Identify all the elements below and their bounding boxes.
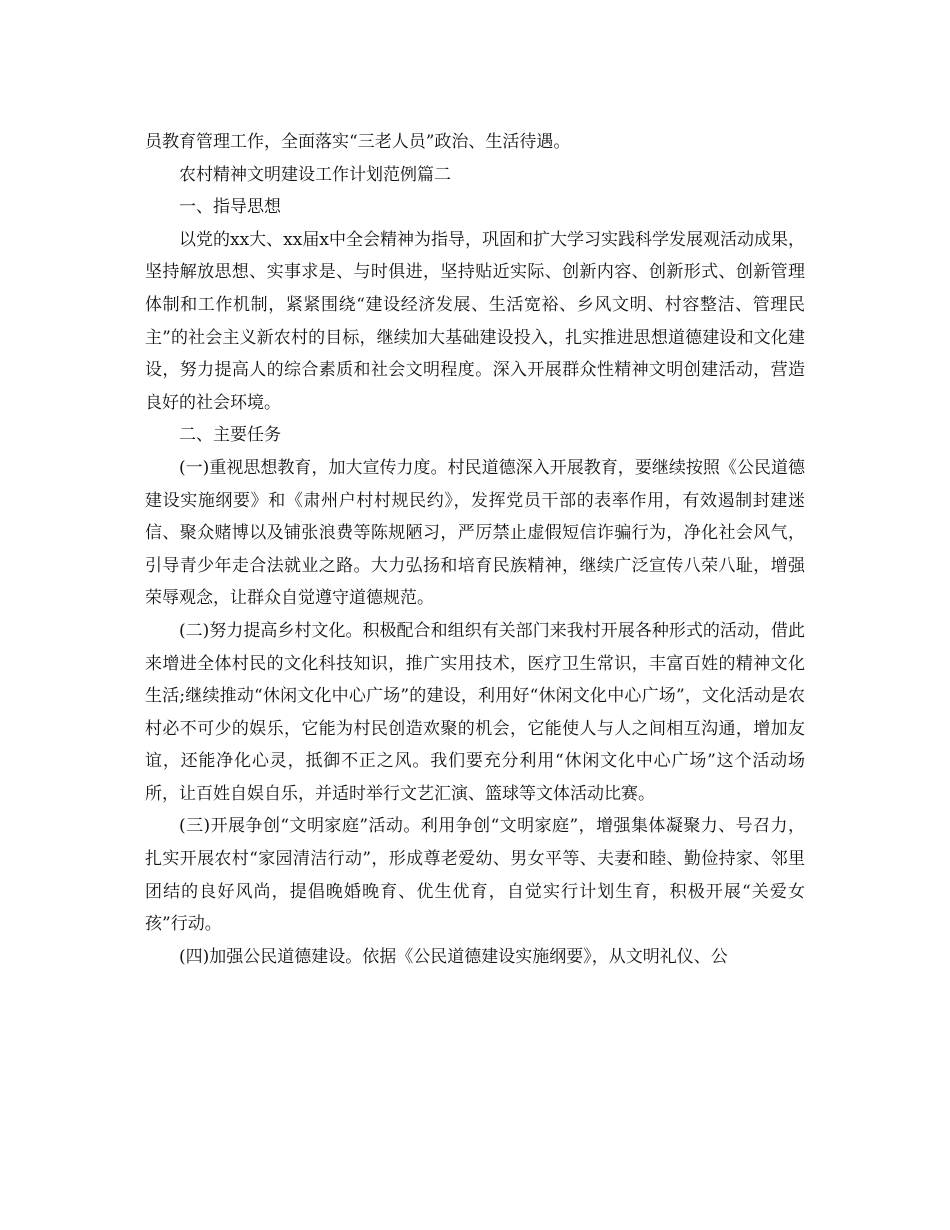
paragraph-task-2: (二)努力提高乡村文化。积极配合和组织有关部门来我村开展各种形式的活动，借此来增进全体村民的文化科技知识，推广实用技术，医疗卫生常识，丰富百姓的精神文化生活;继续推动“休闲文化中心广场”的建设，利用好“休闲文化中心广场”，文化活动是农村必不可少的娱乐，它能为村民创造欢聚的机会，它能使人与人之间相互沟通，增加友谊，还能净化心灵，抵御不正之风。我们要充分利用“休闲文化中心广场”这个活动场所，让百姓自娱自乐，并适时举行文艺汇演、篮球等文体活动比赛。 xyxy=(145,620,805,804)
paragraph-task-3: (三)开展争创“文明家庭”活动。利用争创“文明家庭”，增强集体凝聚力、号召力，扎实开展农村“家园清洁行动”，形成尊老爱幼、男女平等、夫妻和睦、勤俭持家、邻里团结的良好风尚，提倡晚婚晚育、优生优育，自觉实行计划生育，积极开展“关爱女孩”行动。 xyxy=(145,816,805,935)
document-body xyxy=(145,126,805,973)
heading-guiding-ideology: 一、指导思想 xyxy=(179,197,281,218)
paragraph-continuation: 员教育管理工作，全面落实“三老人员”政治、生活待遇。 xyxy=(145,132,571,152)
paragraph-guiding-ideology: 以党的xx大、xx届x中全会精神为指导，巩固和扩大学习实践科学发展观活动成果，坚持解放思想、实事求是、与时俱进，坚持贴近实际、创新内容、创新形式、创新管理体制和工作机制，紧紧围绕“建设经济发展、生活宽裕、乡风文明、村容整洁、管理民主”的社会主义新农村的目标，继续加大基础建设投入，扎实推进思想道德建设和文化建设，努力提高人的综合素质和社会文明程度。深入开展群众性精神文明创建活动，营造良好的社会环境。 xyxy=(145,229,805,413)
paragraph-task-4: (四)加强公民道德建设。依据《公民道德建设实施纲要》，从文明礼仪、公 xyxy=(179,946,728,967)
heading-main-tasks: 二、主要任务 xyxy=(179,425,281,446)
section-title: 农村精神文明建设工作计划范例篇二 xyxy=(179,164,451,185)
paragraph-task-1: (一)重视思想教育，加大宣传力度。村民道德深入开展教育，要继续按照《公民道德建设实施纲要》和《肃州户村村规民约》，发挥党员干部的表率作用，有效遏制封建迷信、聚众赌博以及铺张浪费等陈规陋习，严厉禁止虚假短信诈骗行为，净化社会风气，引导青少年走合法就业之路。大力弘扬和培育民族精神，继续广泛宣传八荣八耻，增强荣辱观念，让群众自觉遵守道德规范。 xyxy=(145,457,805,609)
